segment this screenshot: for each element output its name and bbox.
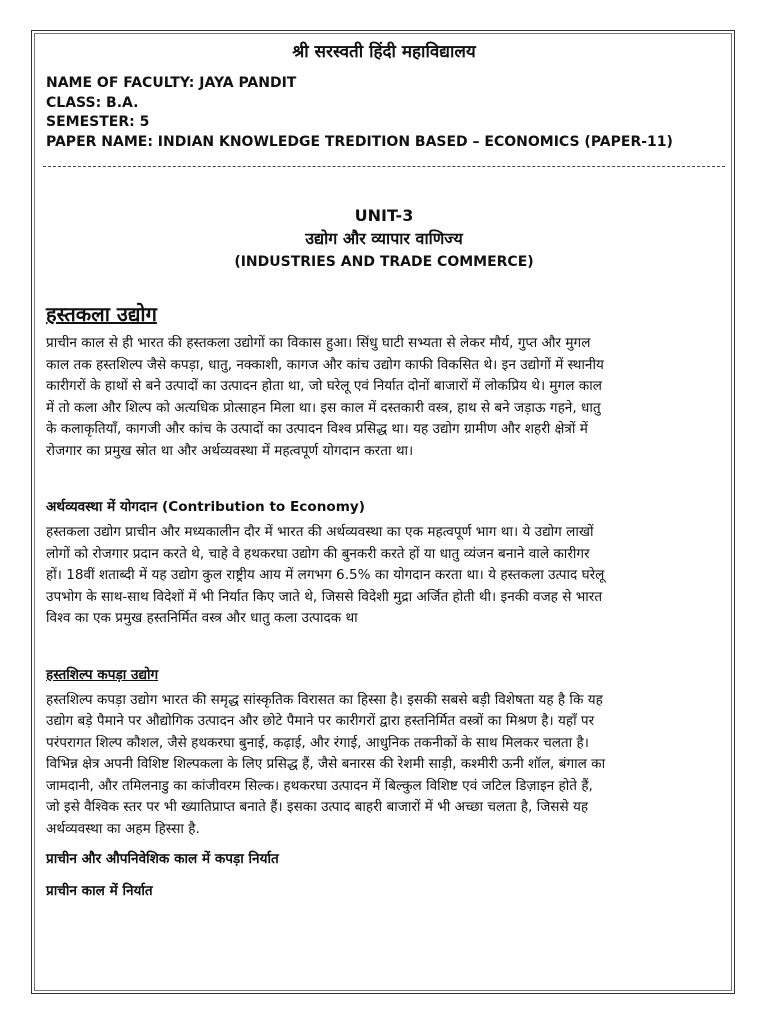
paragraph-line: जामदानी, और तमिलनाडु का कांजीवरम सिल्क। हथकरघा उत्पादन में बिल्कुल विशिष्ट एवं जटिल डिज़ाइन होते हैं,: [46, 777, 593, 794]
paragraph-line: उपभोग के साथ-साथ विदेशों में भी निर्यात किए जाते थे, जिससे विदेशी मुद्रा अर्जित होती थी। इनकी वजह से भारत: [46, 588, 603, 605]
paragraph-line: विश्व का एक प्रमुख हस्तनिर्मित वस्त्र और धातु कला उत्पादक था: [46, 610, 358, 626]
paragraph-line: हस्तशिल्प कपड़ा उद्योग भारत की समृद्ध सांस्कृतिक विरासत का हिस्सा है। इसकी सबसे बड़ी विशेषता यह है कि यह: [46, 691, 603, 708]
unit-title-english: (INDUSTRIES AND TRADE COMMERCE): [234, 254, 534, 270]
paragraph-line: परंपरागत शिल्प कौशल, जैसे हथकरघा बुनाई, कढ़ाई, और रंगाई, आधुनिक तकनीकों के साथ मिलकर चलता है।: [46, 734, 589, 751]
paragraph-line: प्राचीन काल से ही भारत की हस्तकला उद्योगों का विकास हुआ। सिंधु घाटी सभ्यता से लेकर मौर्य, गुप्त और मुगल: [46, 335, 591, 351]
paragraph-line: हों। 18वीं शताब्दी में यह उद्योग कुल राष्ट्रीय आय में लगभग 6.5% का योगदान करता था। ये हस्तकला उत्पाद घरेलू: [46, 567, 605, 583]
class-info: CLASS: B.A.: [46, 94, 139, 111]
paragraph-line: विभिन्न क्षेत्र अपनी विशिष्ट शिल्पकला के लिए प्रसिद्ध हैं, जैसे बनारस की रेशमी साड़ी, कश्मीरी ऊनी शॉल, बंगाल का: [46, 756, 606, 772]
economy-paragraph: [46, 522, 722, 630]
paragraph-line: लोगों को रोजगार प्रदान करते थे, चाहे वे हथकरघा उद्योग की बुनकरी करते हों या धातु व्यंजन बनाने वाले कारीगर: [46, 545, 590, 562]
semester-info: SEMESTER: 5: [46, 114, 150, 130]
section-heading-handicraft: हस्तकला उद्योग: [46, 302, 157, 326]
document-content: [46, 40, 722, 902]
handicraft-paragraph: [46, 333, 722, 462]
paragraph-line: हस्तकला उद्योग प्राचीन और मध्यकालीन दौर में भारत की अर्थव्यवस्था का एक महत्वपूर्ण भाग था। ये उद्योग लाखों: [46, 524, 594, 540]
paragraph-line: कारीगरों के हाथों से बने उत्पादों का उत्पादन होता था, जो घरेलू एवं निर्यात दोनों बाजारों में लोकप्रिय थे। मुगल काल: [46, 378, 602, 394]
textile-paragraph: [46, 690, 722, 841]
section-heading-economy: अर्थव्यवस्था में योगदान (Contribution to Economy): [46, 499, 365, 515]
paragraph-line: उद्योग बड़े पैमाने पर औद्योगिक उत्पादन और छोटे पैमाने पर कारीगरों द्वारा हस्तनिर्मित वस्त्रों का मिश्रण है। यहाँ पर: [46, 713, 595, 729]
paragraph-line: रोजगार का प्रमुख स्रोत था और अर्थव्यवस्था में महत्वपूर्ण योगदान करता था।: [46, 442, 414, 459]
unit-number: UNIT-3: [354, 206, 414, 225]
section-heading-textile: हस्तशिल्प कपड़ा उद्योग: [46, 666, 159, 683]
dashed-divider: [43, 166, 725, 167]
paragraph-line: के कलाकृतियाँ, कागजी और कांच के उत्पादों का उत्पादन विश्व प्रसिद्ध था। यह उद्योग ग्रामीण और शहरी क्षेत्रों में: [46, 421, 588, 437]
subsection-heading-ancient-export: प्राचीन काल में निर्यात: [46, 883, 153, 899]
paragraph-line: अर्थव्यवस्था का अहम हिस्सा है.: [46, 820, 200, 837]
faculty-name: NAME OF FACULTY: JAYA PANDIT: [46, 75, 297, 91]
unit-title-hindi: उद्योग और व्यापार वाणिज्य: [305, 229, 463, 248]
paragraph-line: में तो कला और शिल्प को अत्यधिक प्रोत्साहन मिला था। इस काल में दस्तकारी वस्त्र, हाथ से बने जड़ाऊ गहने, धातु: [46, 399, 601, 416]
paragraph-line: जो इसे वैश्विक स्तर पर भी ख्यातिप्राप्त बनाते हैं। इसका उत्पाद बाहरी बाजारों में भी अच्छा चलता है, जिससे यह: [46, 799, 589, 815]
section-heading-export: प्राचीन और औपनिवेशिक काल में कपड़ा निर्यात: [46, 851, 279, 867]
paper-name: PAPER NAME: INDIAN KNOWLEDGE TREDITION BASED – ECONOMICS (PAPER-11): [46, 133, 673, 150]
college-name: श्री सरस्वती हिंदी महाविद्यालय: [292, 42, 476, 62]
paragraph-line: काल तक हस्तशिल्प जैसे कपड़ा, धातु, नक्काशी, कागज और कांच उद्योग काफी विकसित थे। इन उद्योगों में स्थानीय: [46, 356, 604, 373]
